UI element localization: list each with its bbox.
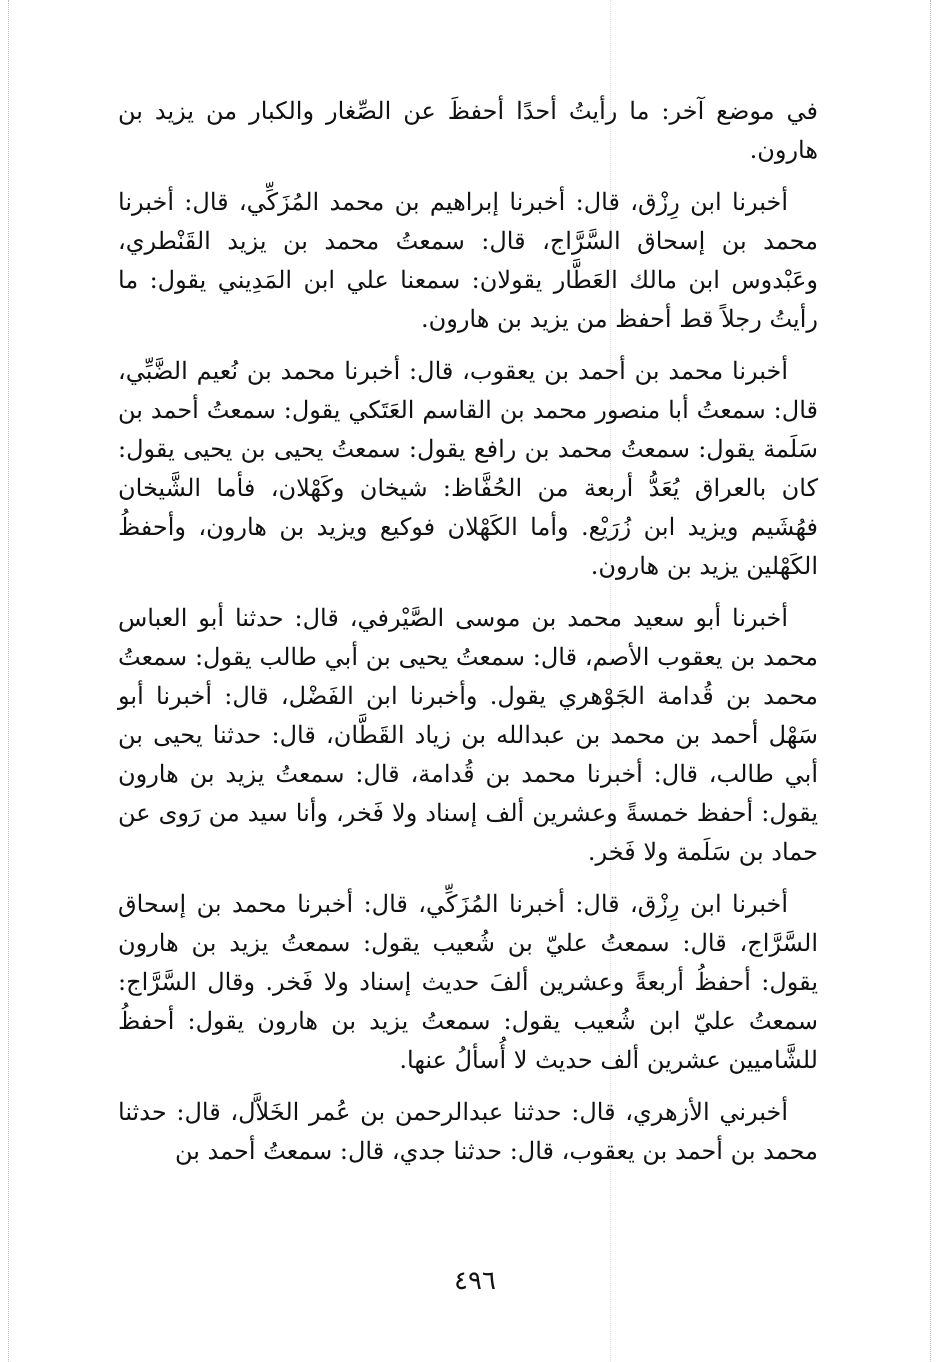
body-text: [118, 92, 818, 1184]
page-number: ٤٩٦: [454, 1266, 496, 1296]
scan-border-left: [8, 0, 9, 1362]
paragraph-1: في موضع آخر: ما رأيتُ أحدًا أحفظَ عن الصِّغار والكبار من يزيد بن هارون.: [118, 97, 818, 164]
paragraph-3: أخبرنا محمد بن أحمد بن يعقوب، قال: أخبرنا محمد بن نُعيم الضَّبِّي، قال: سمعتُ أبا منصور محمد بن القاسم العَتَكي يقول: سمعتُ أحمد بن سَلَمة يقول: سمعتُ محمد بن رافع يقول: سمعتُ يحيى بن يحيى يقول: كان بالعراق يُعَدُّ أربعة من الحُفَّاظ: شيخان وكَهْلان، فأما الشَّيخان فهُشَيم ويزيد ابن زُرَيْع. وأما الكَهْلان فوكيع ويزيد بن هارون، وأحفظُ الكَهْلين يزيد بن هارون.: [118, 357, 818, 580]
paragraph-5: أخبرنا ابن رِزْق، قال: أخبرنا المُزَكِّي، قال: أخبرنا محمد بن إسحاق السَّرَّاج، قال: سمعتُ عليّ بن شُعيب يقول: سمعتُ يزيد بن هارون يقول: أحفظُ أربعةً وعشرين ألفَ حديث إسناد ولا فَخر. وقال السَّرَّاج: سمعتُ عليّ ابن شُعيب يقول: سمعتُ يزيد بن هارون يقول: أحفظُ للشَّاميين عشرين ألف حديث لا أُسألُ عنها.: [118, 890, 818, 1074]
paragraph-6: أخبرني الأزهري، قال: حدثنا عبدالرحمن بن عُمر الخَلاَّل، قال: حدثنا محمد بن أحمد بن يعقوب، قال: حدثنا جدي، قال: سمعتُ أحمد بن: [118, 1098, 818, 1165]
paragraph-4: أخبرنا أبو سعيد محمد بن موسى الصَّيْرفي، قال: حدثنا أبو العباس محمد بن يعقوب الأصم، قال: سمعتُ يحيى بن أبي طالب يقول: سمعتُ محمد بن قُدامة الجَوْهري يقول. وأخبرنا ابن الفَضْل، قال: أخبرنا أبو سَهْل أحمد بن محمد بن عبدالله بن زياد القَطَّان، قال: حدثنا يحيى بن أبي طالب، قال: أخبرنا محمد بن قُدامة، قال: سمعتُ يزيد بن هارون يقول: أحفظ خمسةً وعشرين ألف إسناد ولا فَخر، وأنا سيد من رَوى عن حماد بن سَلَمة ولا فَخر.: [118, 604, 818, 866]
scan-border-right: [930, 0, 931, 1362]
paragraph-2: أخبرنا ابن رِزْق، قال: أخبرنا إبراهيم بن محمد المُزَكِّي، قال: أخبرنا محمد بن إسحاق السَّرَّاج، قال: سمعتُ محمد بن يزيد القَنْطري، وعَبْدوس ابن مالك العَطَّار يقولان: سمعنا علي ابن المَدِيني يقول: ما رأيتُ رجلاً قط أحفظ من يزيد بن هارون.: [118, 188, 818, 333]
